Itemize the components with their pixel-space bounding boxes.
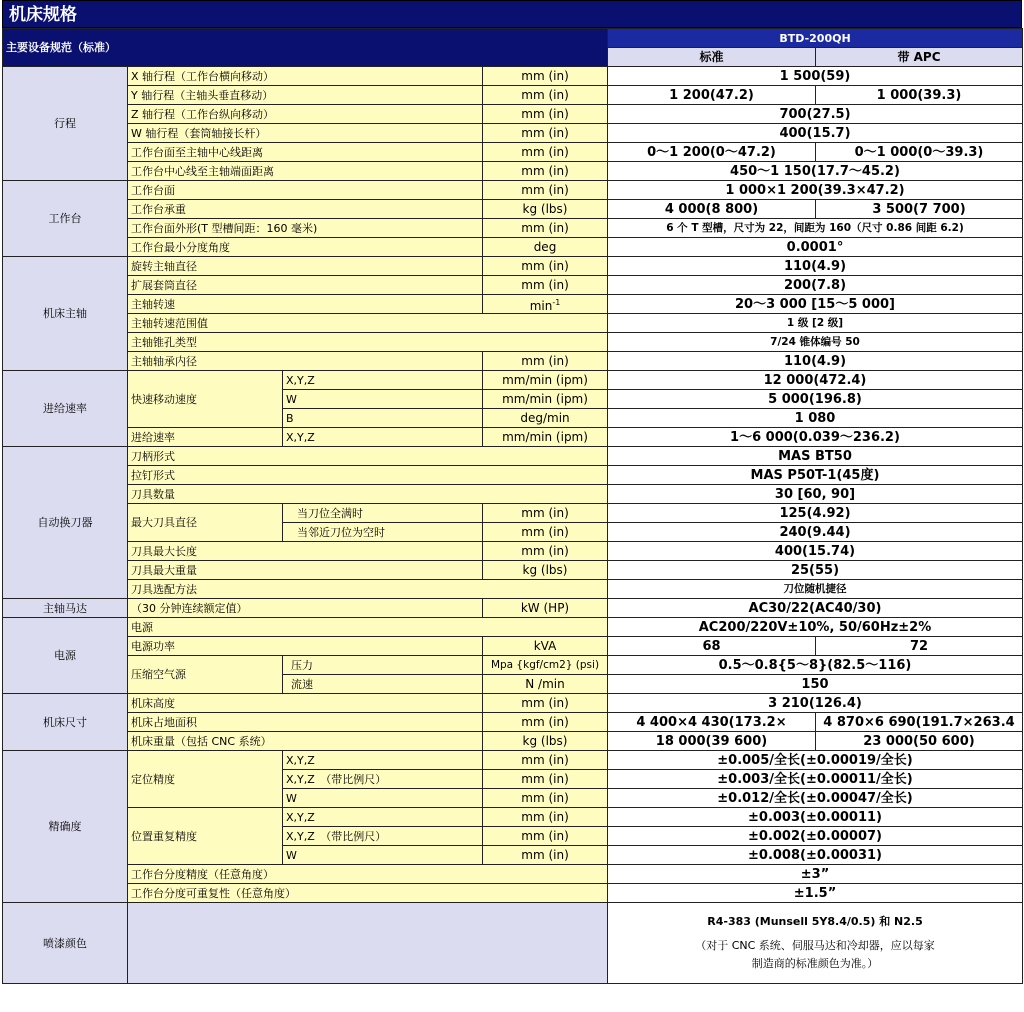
spec-axis: X,Y,Z （带比例尺） — [283, 770, 483, 789]
spec-sheet — [2, 0, 1022, 984]
spec-item: 工作台承重 — [128, 200, 483, 219]
spec-unit: mm (in) — [483, 694, 608, 713]
spec-value: 6 个 T 型槽，尺寸为 22，间距为 160（尺寸 0.86 间距 6.2) — [608, 219, 1023, 238]
category-dimensions: 机床尺寸 — [3, 694, 128, 751]
spec-item: 主轴转速 — [128, 295, 483, 314]
spec-value: 1 级 [2 级] — [608, 314, 1023, 333]
spec-unit: mm (in) — [483, 162, 608, 181]
spec-value: 400(15.74) — [608, 542, 1023, 561]
spec-item: 刀具数量 — [128, 485, 608, 504]
spec-unit: deg/min — [483, 409, 608, 428]
spec-unit-base: min — [529, 298, 553, 313]
spec-unit: kg (lbs) — [483, 561, 608, 580]
spec-unit: mm (in) — [483, 219, 608, 238]
spec-value: 20～3 000 [15～5 000] — [608, 295, 1023, 314]
spec-value: 7/24 锥体编号 50 — [608, 333, 1023, 352]
spec-value: 0.0001° — [608, 238, 1023, 257]
paint-note-line2: 制造商的标准颜色为准。） — [751, 957, 879, 970]
spec-value-apc: 3 500(7 700) — [816, 200, 1023, 219]
spec-item: 扩展套筒直径 — [128, 276, 483, 295]
spec-unit: deg — [483, 238, 608, 257]
spec-value: 5 000(196.8) — [608, 390, 1023, 409]
spec-value: ±0.002(±0.00007) — [608, 827, 1023, 846]
spec-axis: W — [283, 846, 483, 865]
spec-value: 3 210(126.4) — [608, 694, 1023, 713]
spec-item: 刀具选配方法 — [128, 580, 608, 599]
spec-value-apc: 23 000(50 600) — [816, 732, 1023, 751]
spec-unit: mm (in) — [483, 67, 608, 86]
spec-item: 刀具最大长度 — [128, 542, 483, 561]
spec-unit: mm (in) — [483, 181, 608, 200]
spec-value: AC30/22(AC40/30) — [608, 599, 1023, 618]
spec-value: ±3” — [608, 865, 1023, 884]
model-name: BTD-200QH — [608, 29, 1023, 48]
spec-value: 1 000×1 200(39.3×47.2) — [608, 181, 1023, 200]
spec-item: 主轴轴承内径 — [128, 352, 483, 371]
spec-value: 刀位随机捷径 — [608, 580, 1023, 599]
spec-item: 工作台分度精度（任意角度） — [128, 865, 608, 884]
spec-axis: W — [283, 789, 483, 808]
spec-condition: 当邻近刀位为空时 — [283, 523, 483, 542]
spec-unit-sup: -1 — [552, 297, 561, 307]
spec-unit: mm (in) — [483, 523, 608, 542]
spec-item: 刀柄形式 — [128, 447, 608, 466]
spec-value: 25(55) — [608, 561, 1023, 580]
spec-item: 压缩空气源 — [128, 656, 283, 694]
page-title: 机床规格 — [2, 0, 1022, 28]
spec-value: 30 [60, 90] — [608, 485, 1023, 504]
spec-axis: X,Y,Z — [283, 751, 483, 770]
spec-value: 1～6 000(0.039～236.2) — [608, 428, 1023, 447]
spec-value: 150 — [608, 675, 1023, 694]
spec-unit: kW (HP) — [483, 599, 608, 618]
spec-unit: mm (in) — [483, 770, 608, 789]
spec-value: ±0.008(±0.00031) — [608, 846, 1023, 865]
spec-value: 125(4.92) — [608, 504, 1023, 523]
spec-value-apc: 0～1 000(0～39.3) — [816, 143, 1023, 162]
spec-item: 旋转主轴直径 — [128, 257, 483, 276]
spec-condition: 压力 — [283, 656, 483, 675]
spec-item: Y 轴行程（主轴头垂直移动） — [128, 86, 483, 105]
spec-unit: mm (in) — [483, 105, 608, 124]
spec-item: 机床高度 — [128, 694, 483, 713]
spec-unit: kg (lbs) — [483, 200, 608, 219]
spec-value: 700(27.5) — [608, 105, 1023, 124]
spec-item: 进给速率 — [128, 428, 283, 447]
spec-unit: mm (in) — [483, 86, 608, 105]
spec-value — [608, 903, 1023, 984]
spec-axis: B — [283, 409, 483, 428]
spec-label: 主要设备规范（标准） — [3, 29, 608, 67]
spec-value-standard: 1 200(47.2) — [608, 86, 816, 105]
spec-value: 12 000(472.4) — [608, 371, 1023, 390]
spec-unit: mm (in) — [483, 713, 608, 732]
spec-value: MAS BT50 — [608, 447, 1023, 466]
spec-item: 主轴锥孔类型 — [128, 333, 608, 352]
spec-axis: X,Y,Z — [283, 371, 483, 390]
spec-item: 电源功率 — [128, 637, 483, 656]
spec-axis: X,Y,Z （带比例尺） — [283, 827, 483, 846]
spec-item: 工作台中心线至主轴端面距离 — [128, 162, 483, 181]
spec-unit: mm (in) — [483, 846, 608, 865]
spec-value: ±0.005/全长(±0.00019/全长) — [608, 751, 1023, 770]
paint-spec: R4-383 (Munsell 5Y8.4/0.5) 和 N2.5 — [707, 915, 923, 928]
spec-unit — [483, 295, 608, 314]
col-standard: 标准 — [608, 48, 816, 67]
spec-axis: X,Y,Z — [283, 808, 483, 827]
spec-value: ±0.012/全长(±0.00047/全长) — [608, 789, 1023, 808]
spec-unit: kg (lbs) — [483, 732, 608, 751]
spec-value: 200(7.8) — [608, 276, 1023, 295]
category-paint: 喷漆颜色 — [3, 903, 128, 984]
spec-value: 1 080 — [608, 409, 1023, 428]
spec-value: 450～1 150(17.7～45.2) — [608, 162, 1023, 181]
spec-value-apc: 72 — [816, 637, 1023, 656]
category-atc: 自动换刀器 — [3, 447, 128, 599]
spec-item: 拉钉形式 — [128, 466, 608, 485]
spec-value: 0.5～0.8{5～8}(82.5～116) — [608, 656, 1023, 675]
spec-axis: X,Y,Z — [283, 428, 483, 447]
spec-item: 工作台分度可重复性（任意角度） — [128, 884, 608, 903]
spec-unit: mm (in) — [483, 751, 608, 770]
category-table: 工作台 — [3, 181, 128, 257]
spec-condition: 流速 — [283, 675, 483, 694]
category-power: 电源 — [3, 618, 128, 694]
spec-unit: mm (in) — [483, 124, 608, 143]
spec-item: （30 分钟连续额定值） — [128, 599, 483, 618]
spec-item: 工作台最小分度角度 — [128, 238, 483, 257]
spec-item: 机床重量（包括 CNC 系统） — [128, 732, 483, 751]
spec-unit: kVA — [483, 637, 608, 656]
spec-value: AC200/220V±10%, 50/60Hz±2% — [608, 618, 1023, 637]
spec-unit: mm (in) — [483, 143, 608, 162]
spec-value: ±0.003/全长(±0.00011/全长) — [608, 770, 1023, 789]
spec-value-standard: 68 — [608, 637, 816, 656]
spec-unit: mm/min (ipm) — [483, 390, 608, 409]
spec-unit: N /min — [483, 675, 608, 694]
category-feed: 进给速率 — [3, 371, 128, 447]
category-motor: 主轴马达 — [3, 599, 128, 618]
spec-value-standard: 4 000(8 800) — [608, 200, 816, 219]
spec-item: 位置重复精度 — [128, 808, 283, 865]
spec-item: 快速移动速度 — [128, 371, 283, 428]
spec-table — [2, 28, 1023, 984]
spec-item: 主轴转速范围值 — [128, 314, 608, 333]
spec-unit: mm/min (ipm) — [483, 371, 608, 390]
col-apc: 带 APC — [816, 48, 1023, 67]
paint-note-line1: （对于 CNC 系统、伺服马达和冷却器，应以每家 — [695, 939, 935, 952]
category-spindle: 机床主轴 — [3, 257, 128, 371]
spec-item: 刀具最大重量 — [128, 561, 483, 580]
spec-item: 电源 — [128, 618, 608, 637]
spec-item: W 轴行程（套筒轴接长杆） — [128, 124, 483, 143]
spec-condition: 当刀位全满时 — [283, 504, 483, 523]
spec-item: X 轴行程（工作台横向移动） — [128, 67, 483, 86]
spec-value: 110(4.9) — [608, 257, 1023, 276]
spec-item: 工作台面 — [128, 181, 483, 200]
paint-spacer — [128, 903, 608, 984]
spec-unit: mm (in) — [483, 504, 608, 523]
spec-item: Z 轴行程（工作台纵向移动） — [128, 105, 483, 124]
spec-value: 1 500(59) — [608, 67, 1023, 86]
spec-value: ±0.003(±0.00011) — [608, 808, 1023, 827]
spec-value-apc: 4 870×6 690(191.7×263.4 — [816, 713, 1023, 732]
spec-unit: mm (in) — [483, 352, 608, 371]
spec-item: 工作台面至主轴中心线距离 — [128, 143, 483, 162]
spec-item: 工作台面外形(T 型槽间距：160 毫米) — [128, 219, 483, 238]
spec-unit: mm/min (ipm) — [483, 428, 608, 447]
category-accuracy: 精确度 — [3, 751, 128, 903]
category-travel: 行程 — [3, 67, 128, 181]
spec-value-standard: 18 000(39 600) — [608, 732, 816, 751]
spec-axis: W — [283, 390, 483, 409]
spec-item: 定位精度 — [128, 751, 283, 808]
spec-value: 110(4.9) — [608, 352, 1023, 371]
spec-value-apc: 1 000(39.3) — [816, 86, 1023, 105]
spec-value: 400(15.7) — [608, 124, 1023, 143]
spec-value: 240(9.44) — [608, 523, 1023, 542]
spec-item: 机床占地面积 — [128, 713, 483, 732]
spec-value-standard: 0～1 200(0～47.2) — [608, 143, 816, 162]
spec-value-standard: 4 400×4 430(173.2× — [608, 713, 816, 732]
spec-unit: mm (in) — [483, 789, 608, 808]
spec-value: MAS P50T-1(45度) — [608, 466, 1023, 485]
spec-unit: Mpa {kgf/cm2} (psi) — [483, 656, 608, 675]
spec-unit: mm (in) — [483, 257, 608, 276]
spec-unit: mm (in) — [483, 542, 608, 561]
spec-value: ±1.5” — [608, 884, 1023, 903]
spec-unit: mm (in) — [483, 808, 608, 827]
spec-unit: mm (in) — [483, 827, 608, 846]
spec-unit: mm (in) — [483, 276, 608, 295]
spec-item: 最大刀具直径 — [128, 504, 283, 542]
